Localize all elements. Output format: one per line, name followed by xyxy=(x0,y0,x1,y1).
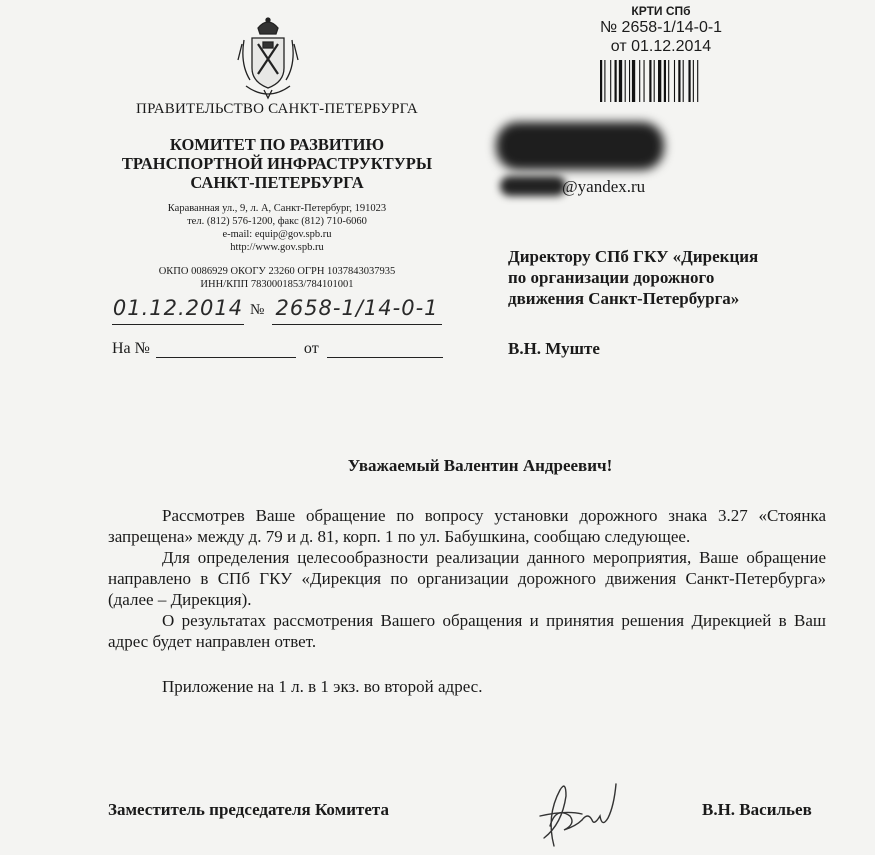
codes-line: ИНН/КПП 7830001853/784101001 xyxy=(200,279,354,290)
attachment-note: Приложение на 1 л. в 1 экз. во второй адрес. xyxy=(162,677,483,696)
committee-line: ТРАНСПОРТНОЙ ИНФРАСТРУКТУРЫ xyxy=(121,154,433,173)
sender-phone: тел. (812) 576-1200, факс (812) 710-6060 xyxy=(187,216,367,227)
recipient-email: @yandex.ru xyxy=(562,177,646,196)
sender-address: Караванная ул., 9, л. А, Санкт-Петербург, 191023 xyxy=(167,203,387,214)
reply-reference xyxy=(112,339,443,358)
registration-stamp xyxy=(586,4,736,102)
stamp-reg-date: от 01.12.2014 xyxy=(610,38,712,55)
addressee-name: В.Н. Муште xyxy=(508,339,600,358)
redacted-email-user xyxy=(500,176,566,196)
signer-title: Заместитель председателя Комитета xyxy=(108,800,389,819)
sender-email: e-mail: equip@gov.spb.ru xyxy=(222,229,332,240)
committee-name xyxy=(110,135,444,192)
letter-body xyxy=(108,505,826,697)
stamp-org: КРТИ СПб xyxy=(631,4,691,18)
sender-website: http://www.gov.spb.ru xyxy=(230,242,324,253)
redacted-recipient-name xyxy=(496,122,664,170)
addressee-block xyxy=(508,246,828,309)
reply-date-blank xyxy=(327,339,443,358)
addressee-line: по организации дорожного xyxy=(508,268,715,287)
coat-of-arms-icon xyxy=(236,14,300,102)
barcode-icon xyxy=(600,60,722,102)
sender-codes xyxy=(120,265,434,291)
reply-from-label: от xyxy=(303,340,319,357)
government-name: ПРАВИТЕЛЬСТВО САНКТ-ПЕТЕРБУРГА xyxy=(136,101,418,117)
body-paragraph: Для определения целесообразности реализации данного мероприятия, Ваше обращение направлено в СПб ГКУ «Дирекция по организации дорожного движения Санкт-Петербурга» (далее – Дирекция). xyxy=(108,548,826,609)
addressee-line: Директору СПб ГКУ «Дирекция xyxy=(508,247,759,266)
sender-contacts xyxy=(130,202,424,254)
body-paragraph: Рассмотрев Ваше обращение по вопросу установки дорожного знака 3.27 «Стоянка запрещена» между д. 79 и д. 81, корп. 1 по ул. Бабушкина, сообщаю следующее. xyxy=(108,506,826,546)
committee-line: САНКТ-ПЕТЕРБУРГА xyxy=(190,173,364,192)
reply-number-blank xyxy=(156,339,296,358)
number-label: № xyxy=(250,302,265,318)
handwritten-signature-icon xyxy=(536,776,632,850)
addressee-line: движения Санкт-Петербурга» xyxy=(508,289,740,308)
signer-name: В.Н. Васильев xyxy=(702,800,812,819)
outgoing-number: 2658-1/14-0-1 xyxy=(272,296,442,325)
reply-number-label: На № xyxy=(112,340,150,357)
outgoing-date: 01.12.2014 xyxy=(112,296,244,325)
committee-line: КОМИТЕТ ПО РАЗВИТИЮ xyxy=(169,135,385,154)
body-paragraph: О результатах рассмотрения Вашего обращения и принятия решения Дирекцией в Ваш адрес будет направлен ответ. xyxy=(108,611,826,651)
codes-line: ОКПО 0086929 ОКОГУ 23260 ОГРН 1037843037935 xyxy=(158,266,396,277)
stamp-reg-number: № 2658-1/14-0-1 xyxy=(599,19,723,36)
salutation: Уважаемый Валентин Андреевич! xyxy=(347,456,613,475)
